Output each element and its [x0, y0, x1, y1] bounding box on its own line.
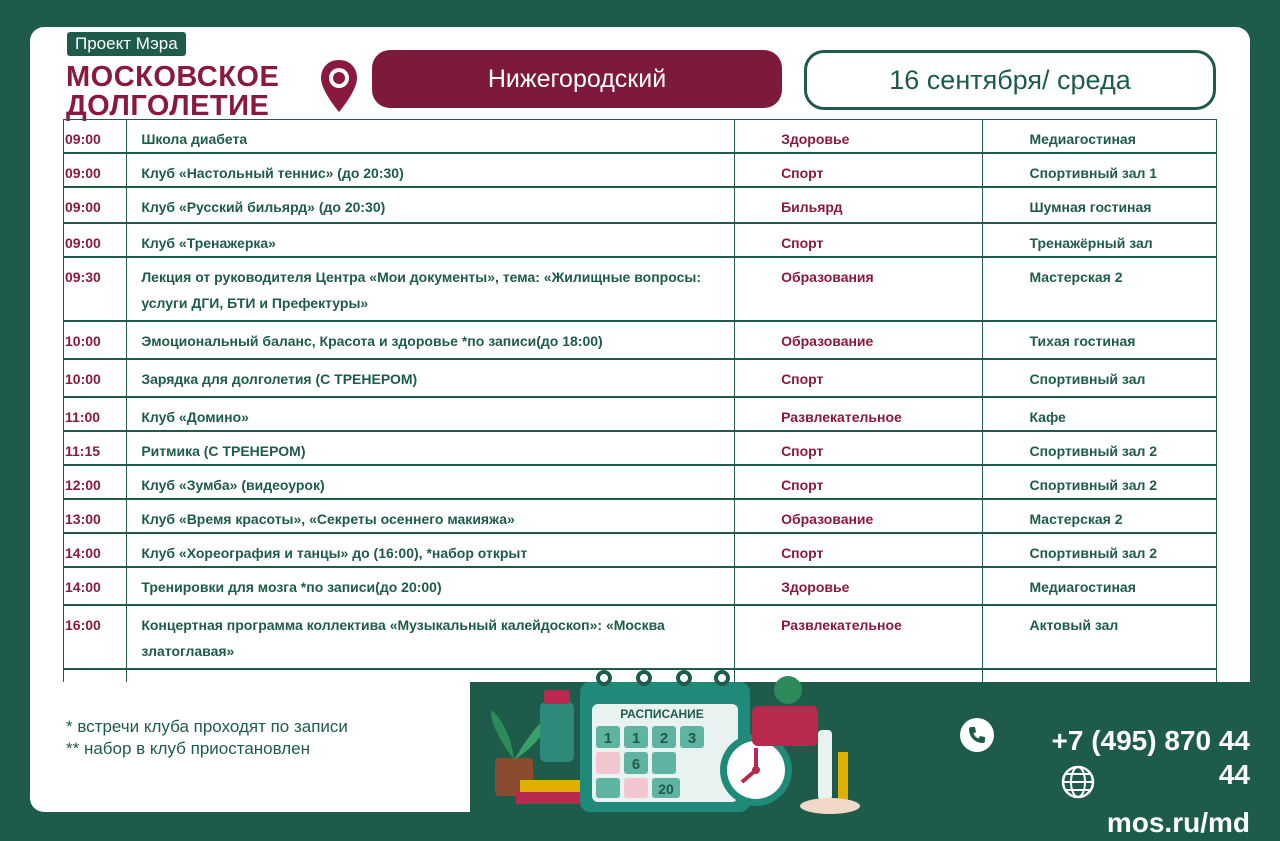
time-cell: 11:15	[64, 431, 127, 465]
category-cell: Спорт	[735, 465, 983, 499]
event-cell: Ритмика (С ТРЕНЕРОМ)	[127, 431, 735, 465]
category-cell: Здоровье	[735, 120, 983, 154]
time-cell: 09:00	[64, 223, 127, 257]
logo-line-2: ДОЛГОЛЕТИЕ	[66, 90, 270, 122]
room-cell: Мастерская 2	[983, 257, 1217, 321]
room-cell: Актовый зал	[983, 605, 1217, 669]
district-badge: Нижегородский	[372, 50, 782, 108]
room-cell: Спортивный зал 2	[983, 465, 1217, 499]
schedule-row	[64, 120, 1217, 154]
calendar-label: РАСПИСАНИЕ	[620, 707, 704, 721]
category-cell: Образования	[735, 257, 983, 321]
room-cell: Шумная гостиная	[983, 187, 1217, 223]
schedule-row	[64, 533, 1217, 567]
time-cell: 09:00	[64, 187, 127, 223]
phone-icon	[960, 718, 994, 752]
category-cell: Спорт	[735, 223, 983, 257]
event-cell: Школа диабета	[127, 120, 735, 154]
schedule-row	[64, 257, 1217, 321]
room-cell: Спортивный зал 2	[983, 533, 1217, 567]
room-cell: Тихая гостиная	[983, 321, 1217, 359]
event-cell: Клуб «Русский бильярд» (до 20:30)	[127, 187, 735, 223]
time-cell: 09:00	[64, 153, 127, 187]
schedule-row	[64, 397, 1217, 431]
svg-text:3: 3	[687, 730, 697, 747]
category-cell: Бильярд	[735, 187, 983, 223]
schedule-row	[64, 223, 1217, 257]
schedule-row	[64, 465, 1217, 499]
room-cell: Кафе	[983, 397, 1217, 431]
schedule-table	[63, 119, 1217, 706]
category-cell: Образование	[735, 499, 983, 533]
category-cell: Спорт	[735, 431, 983, 465]
time-cell: 13:00	[64, 499, 127, 533]
logo-line-1: МОСКОВСКОЕ	[66, 61, 280, 93]
event-cell: Лекция от руководителя Центра «Мои документы», тема: «Жилищные вопросы: услуги ДГИ, БТИ и Префектуры»	[127, 257, 735, 321]
svg-text:1: 1	[603, 730, 613, 747]
event-cell: Зарядка для долголетия (С ТРЕНЕРОМ)	[127, 359, 735, 397]
time-cell: 14:00	[64, 567, 127, 605]
time-cell: 09:30	[64, 257, 127, 321]
event-cell: Тренировки для мозга *по записи(до 20:00)	[127, 567, 735, 605]
svg-text:6: 6	[631, 756, 641, 773]
room-cell: Тренажёрный зал	[983, 223, 1217, 257]
location-pin-icon	[318, 58, 360, 114]
event-cell: Эмоциональный баланс, Красота и здоровье *по записи(до 18:00)	[127, 321, 735, 359]
room-cell: Спортивный зал	[983, 359, 1217, 397]
category-cell: Развлекательное	[735, 397, 983, 431]
room-cell: Медиагостиная	[983, 120, 1217, 154]
event-cell: Клуб «Зумба» (видеоурок)	[127, 465, 735, 499]
time-cell: 16:00	[64, 605, 127, 669]
event-cell: Клуб «Тренажерка»	[127, 223, 735, 257]
event-cell: Клуб «Домино»	[127, 397, 735, 431]
schedule-row	[64, 567, 1217, 605]
category-cell: Здоровье	[735, 567, 983, 605]
category-cell: Образование	[735, 321, 983, 359]
time-cell: 10:00	[64, 321, 127, 359]
time-cell: 14:00	[64, 533, 127, 567]
time-cell: 12:00	[64, 465, 127, 499]
svg-text:1: 1	[631, 730, 641, 747]
schedule-row	[64, 321, 1217, 359]
note-registration: * встречи клуба проходят по записи	[66, 717, 348, 736]
time-cell: 11:00	[64, 397, 127, 431]
logo-tag: Проект Мэра	[67, 32, 186, 56]
svg-text:20: 20	[658, 781, 674, 797]
time-cell: 09:00	[64, 120, 127, 154]
date-box: 16 сентября/ среда	[804, 50, 1216, 110]
room-cell: Спортивный зал 2	[983, 431, 1217, 465]
room-cell: Мастерская 2	[983, 499, 1217, 533]
event-cell: Клуб «Хореография и танцы» до (16:00), *набор открыт	[127, 533, 735, 567]
website-link[interactable]: mos.ru/md	[1106, 807, 1250, 838]
schedule-row	[64, 359, 1217, 397]
phone-number: +7 (495) 870 44 44	[1051, 725, 1250, 790]
category-cell: Спорт	[735, 359, 983, 397]
schedule-row	[64, 153, 1217, 187]
schedule-row	[64, 499, 1217, 533]
room-cell: Спортивный зал 1	[983, 153, 1217, 187]
calendar-illustration	[400, 660, 880, 830]
schedule-row	[64, 187, 1217, 223]
event-cell: Клуб «Время красоты», «Секреты осеннего макияжа»	[127, 499, 735, 533]
room-cell: Медиагостиная	[983, 567, 1217, 605]
category-cell: Спорт	[735, 153, 983, 187]
time-cell: 10:00	[64, 359, 127, 397]
notes	[66, 716, 348, 760]
category-cell: Развлекательное	[735, 605, 983, 669]
category-cell: Спорт	[735, 533, 983, 567]
event-cell: Концертная программа коллектива «Музыкальный калейдоскоп»: «Москва златоглавая»	[127, 605, 735, 669]
note-suspended: ** набор в клуб приостановлен	[66, 739, 311, 758]
event-cell: Клуб «Настольный теннис» (до 20:30)	[127, 153, 735, 187]
schedule-row	[64, 431, 1217, 465]
svg-text:2: 2	[659, 730, 669, 747]
